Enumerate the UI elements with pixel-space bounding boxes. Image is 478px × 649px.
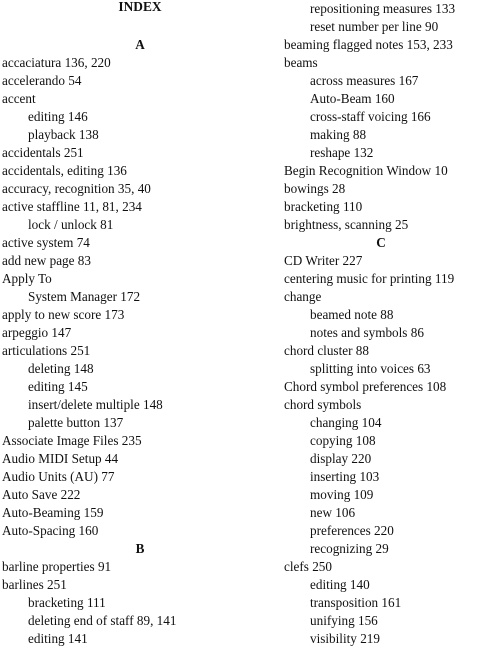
index-entry: add new page 83 — [2, 253, 91, 268]
index-subentry: moving 109 — [310, 487, 374, 502]
index-entry: Auto-Spacing 160 — [2, 523, 99, 538]
index-entry: Auto-Beaming 159 — [2, 505, 104, 520]
index-entry: accelerando 54 — [2, 73, 82, 88]
index-subentry: insert/delete multiple 148 — [28, 397, 163, 412]
index-entry: clefs 250 — [284, 559, 332, 574]
index-subentry: editing 141 — [28, 631, 88, 646]
section-letter-heading: C — [376, 235, 386, 250]
index-subentry: reset number per line 90 — [310, 19, 439, 34]
index-entry: Audio MIDI Setup 44 — [2, 451, 119, 466]
index-subentry: new 106 — [310, 505, 356, 520]
index-subentry: copying 108 — [310, 433, 376, 448]
index-subentry: changing 104 — [310, 415, 382, 430]
index-entry: active system 74 — [2, 235, 90, 250]
index-subentry: palette button 137 — [28, 415, 124, 430]
index-subentry: transposition 161 — [310, 595, 402, 610]
index-subentry: notes and symbols 86 — [310, 325, 424, 340]
index-subentry: unifying 156 — [310, 613, 378, 628]
index-entry: articulations 251 — [2, 343, 91, 358]
index-entry: centering music for printing 119 — [284, 271, 455, 286]
index-subentry: playback 138 — [28, 127, 99, 142]
index-entry: beaming flagged notes 153, 233 — [284, 37, 453, 52]
index-subentry: recognizing 29 — [310, 541, 389, 556]
index-entry: bowings 28 — [284, 181, 346, 196]
index-subentry: inserting 103 — [310, 469, 380, 484]
index-entry: Chord symbol preferences 108 — [284, 379, 447, 394]
index-subentry: bracketing 111 — [28, 595, 106, 610]
index-entry: barline properties 91 — [2, 559, 112, 574]
index-entry: arpeggio 147 — [2, 325, 72, 340]
index-left-column — [2, 0, 278, 648]
section-letter-heading: B — [135, 541, 145, 556]
index-entry: accaciatura 136, 220 — [2, 55, 111, 70]
index-entry: chord symbols — [284, 397, 362, 412]
index-subentry: reshape 132 — [310, 145, 374, 160]
index-right-column — [284, 0, 478, 648]
index-subentry: making 88 — [310, 127, 367, 142]
index-subentry: display 220 — [310, 451, 372, 466]
index-subentry: preferences 220 — [310, 523, 394, 538]
index-subentry: cross-staff voicing 166 — [310, 109, 431, 124]
index-subentry: deleting 148 — [28, 361, 94, 376]
index-subentry: editing 145 — [28, 379, 88, 394]
index-entry: accuracy, recognition 35, 40 — [2, 181, 151, 196]
index-subentry: deleting end of staff 89, 141 — [28, 613, 177, 628]
index-entry: accidentals 251 — [2, 145, 84, 160]
index-entry: accent — [2, 91, 36, 106]
index-subentry: across measures 167 — [310, 73, 419, 88]
index-subentry: editing 146 — [28, 109, 88, 124]
index-entry: bracketing 110 — [284, 199, 363, 214]
index-entry: Audio Units (AU) 77 — [2, 469, 115, 484]
index-entry: apply to new score 173 — [2, 307, 125, 322]
index-subentry: repositioning measures 133 — [310, 1, 456, 16]
index-entry: Auto Save 222 — [2, 487, 81, 502]
index-entry: change — [284, 289, 322, 304]
index-subentry: beamed note 88 — [310, 307, 394, 322]
index-subentry: System Manager 172 — [28, 289, 141, 304]
index-entry: brightness, scanning 25 — [284, 217, 409, 232]
index-entry: active staffline 11, 81, 234 — [2, 199, 142, 214]
index-subentry: splitting into voices 63 — [310, 361, 431, 376]
index-entry: Apply To — [2, 271, 52, 286]
index-entry: barlines 251 — [2, 577, 67, 592]
index-entry: CD Writer 227 — [284, 253, 363, 268]
index-entry: beams — [284, 55, 318, 70]
section-letter-heading: A — [135, 37, 145, 52]
index-title: INDEX — [118, 0, 162, 14]
index-subentry: Auto-Beam 160 — [310, 91, 395, 106]
spacer — [2, 18, 278, 36]
index-subentry: visibility 219 — [310, 631, 380, 646]
index-entry: accidentals, editing 136 — [2, 163, 127, 178]
index-entry: chord cluster 88 — [284, 343, 369, 358]
index-entry: Associate Image Files 235 — [2, 433, 142, 448]
index-subentry: lock / unlock 81 — [28, 217, 114, 232]
index-subentry: editing 140 — [310, 577, 370, 592]
index-entry: Begin Recognition Window 10 — [284, 163, 448, 178]
